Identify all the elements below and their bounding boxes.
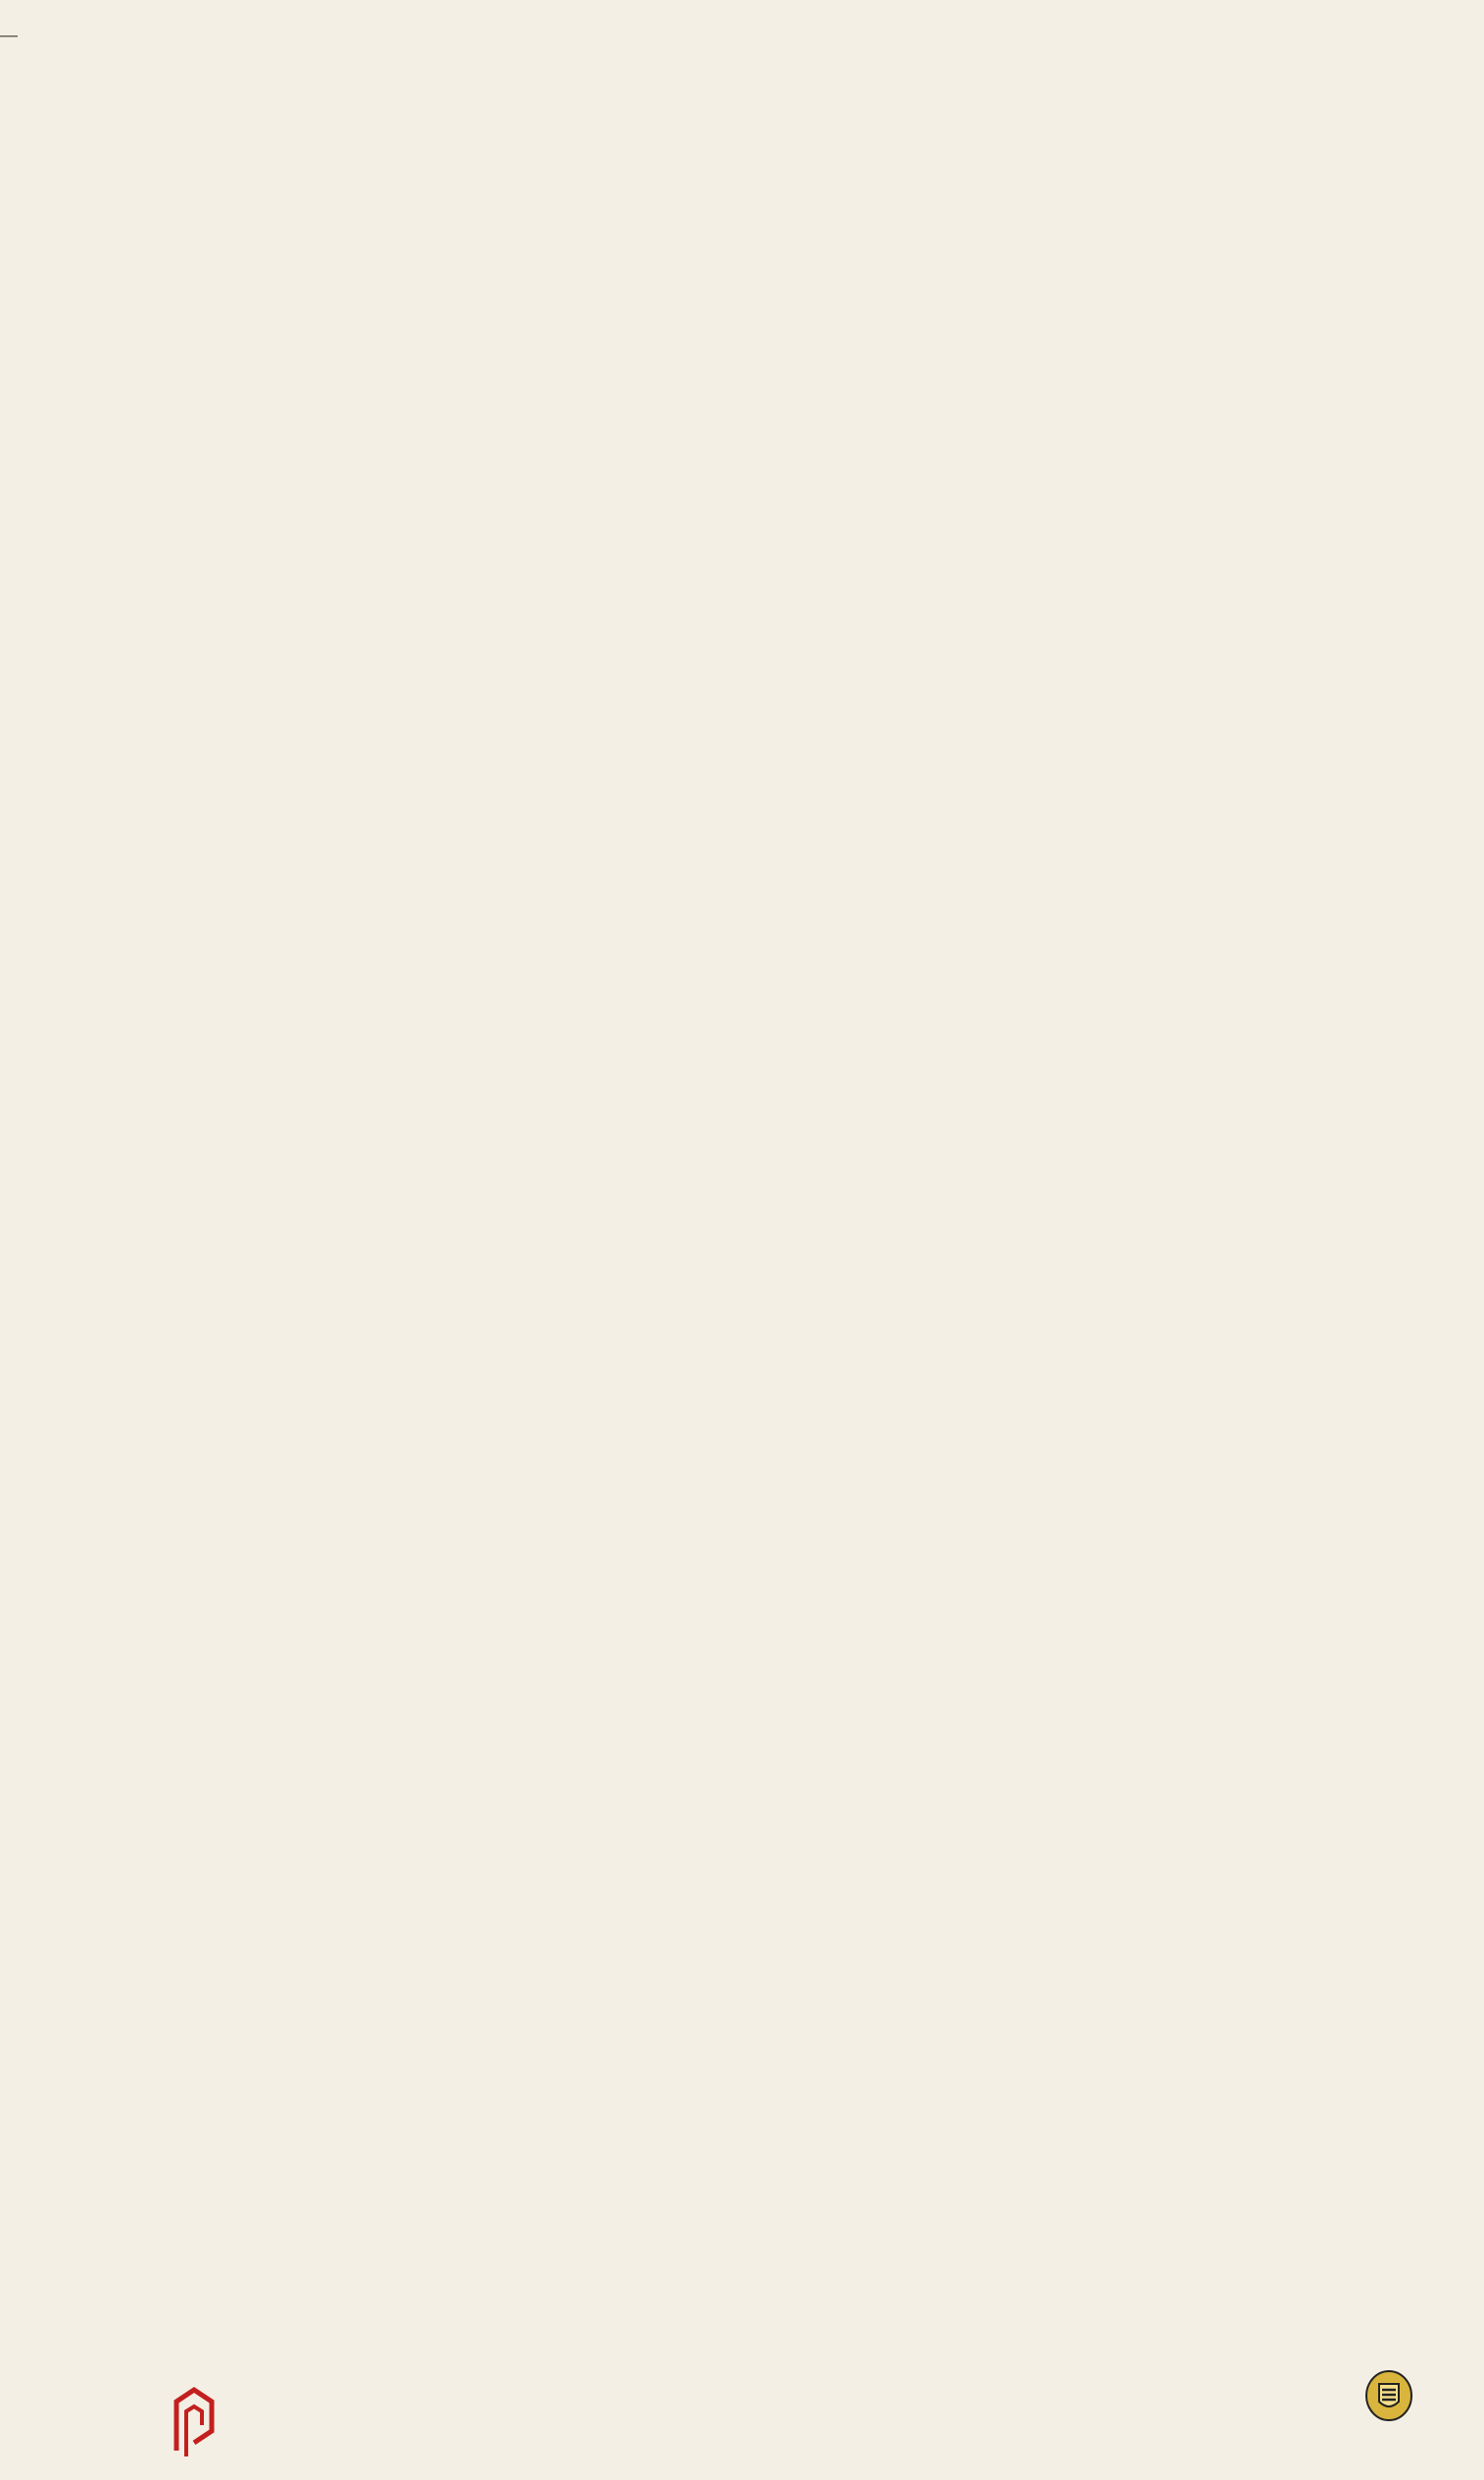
funding-logo[interactable] xyxy=(1315,2364,1462,2432)
library-emblem-icon xyxy=(165,2382,223,2460)
coat-of-arms-icon xyxy=(1363,2368,1414,2423)
library-logo[interactable] xyxy=(18,2382,223,2460)
page-footer xyxy=(0,2353,1484,2480)
page-header xyxy=(118,155,1206,198)
page-margin-mark xyxy=(0,35,18,37)
